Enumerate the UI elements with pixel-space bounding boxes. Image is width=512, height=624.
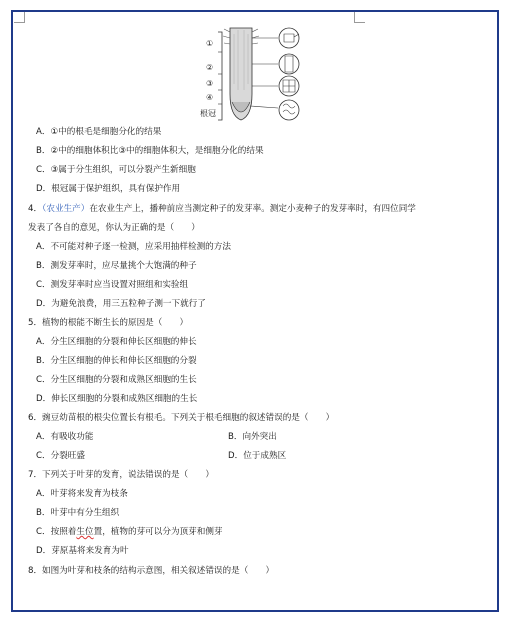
figure-label-1: ① [206,39,214,48]
q7-option-b[interactable]: B．叶芽中有分生组织 [36,508,120,518]
q7-option-c-pre: C．按照着 [36,527,77,537]
q4-stem-text: 在农业生产上，播种前应当测定种子的发芽率。测定小麦种子的发芽率时，有四位同学 [89,204,416,214]
q4-tag: （农业生产） [42,204,90,214]
q6-stem: 6．豌豆幼苗根的根尖位置长有根毛。下列关于根毛细胞的叙述错误的是（ ） [28,413,335,423]
q4-number: 4． [28,204,43,214]
q5-option-c[interactable]: C．分生区细胞的分裂和成熟区细胞的生长 [36,375,197,385]
q3-option-a[interactable]: A．①中的根毛是细胞分化的结果 [36,127,162,137]
q5-option-a[interactable]: A．分生区细胞的分裂和伸长区细胞的伸长 [36,337,197,347]
q7-option-c-post: 置，植物的芽可以分为顶芽和侧芽 [93,527,223,537]
corner-mark-left [14,12,25,23]
q3-option-d[interactable]: D．根冠属于保护组织，具有保护作用 [36,184,181,194]
q4-stem-line1 [28,203,416,215]
q5-option-d[interactable]: D．伸长区细胞的分裂和成熟区细胞的生长 [36,394,198,404]
q3-option-b[interactable]: B．②中的细胞体积比③中的细胞体积大，是细胞分化的结果 [36,146,264,156]
q4-option-b[interactable]: B．测发芽率时，应尽量挑个大饱满的种子 [36,261,197,271]
figure-label-3: ③ [206,79,214,88]
q7-option-c[interactable] [36,526,223,538]
q6-option-a[interactable]: A．有吸收功能 [36,432,94,442]
corner-mark-right [354,12,365,23]
q4-option-c[interactable]: C．测发芽率时应当设置对照组和实验组 [36,280,189,290]
figure-label-4: ④ [206,93,214,102]
root-tip-figure [200,24,312,124]
q3-option-c[interactable]: C．③属于分生组织，可以分裂产生新细胞 [36,165,196,175]
q7-option-d[interactable]: D．芽原基将来发育为叶 [36,546,129,556]
figure-label-2: ② [206,63,214,72]
q8-stem: 8．如图为叶芽和枝条的结构示意图，相关叙述错误的是（ ） [28,566,275,576]
q6-option-b[interactable]: B．向外突出 [228,432,277,442]
q6-option-c[interactable]: C．分裂旺盛 [36,451,85,461]
q4-stem-line2: 发表了各自的意见，你认为正确的是（ ） [28,223,200,233]
q7-option-a[interactable]: A．叶芽将来发育为枝条 [36,489,128,499]
figure-label-root-cap: 根冠 [200,109,216,118]
q6-option-d[interactable]: D．位于成熟区 [228,451,287,461]
q4-option-d[interactable]: D．为避免浪费，用三五粒种子测一下就行了 [36,299,206,309]
q4-option-a[interactable]: A．不可能对种子逐一检测，应采用抽样检测的方法 [36,242,231,252]
q7-option-c-marked: 生位 [76,527,94,537]
q5-stem: 5．植物的根能不断生长的原因是（ ） [28,318,189,328]
q7-stem: 7．下列关于叶芽的发育，说法错误的是（ ） [28,470,214,480]
q5-option-b[interactable]: B．分生区细胞的伸长和伸长区细胞的分裂 [36,356,197,366]
